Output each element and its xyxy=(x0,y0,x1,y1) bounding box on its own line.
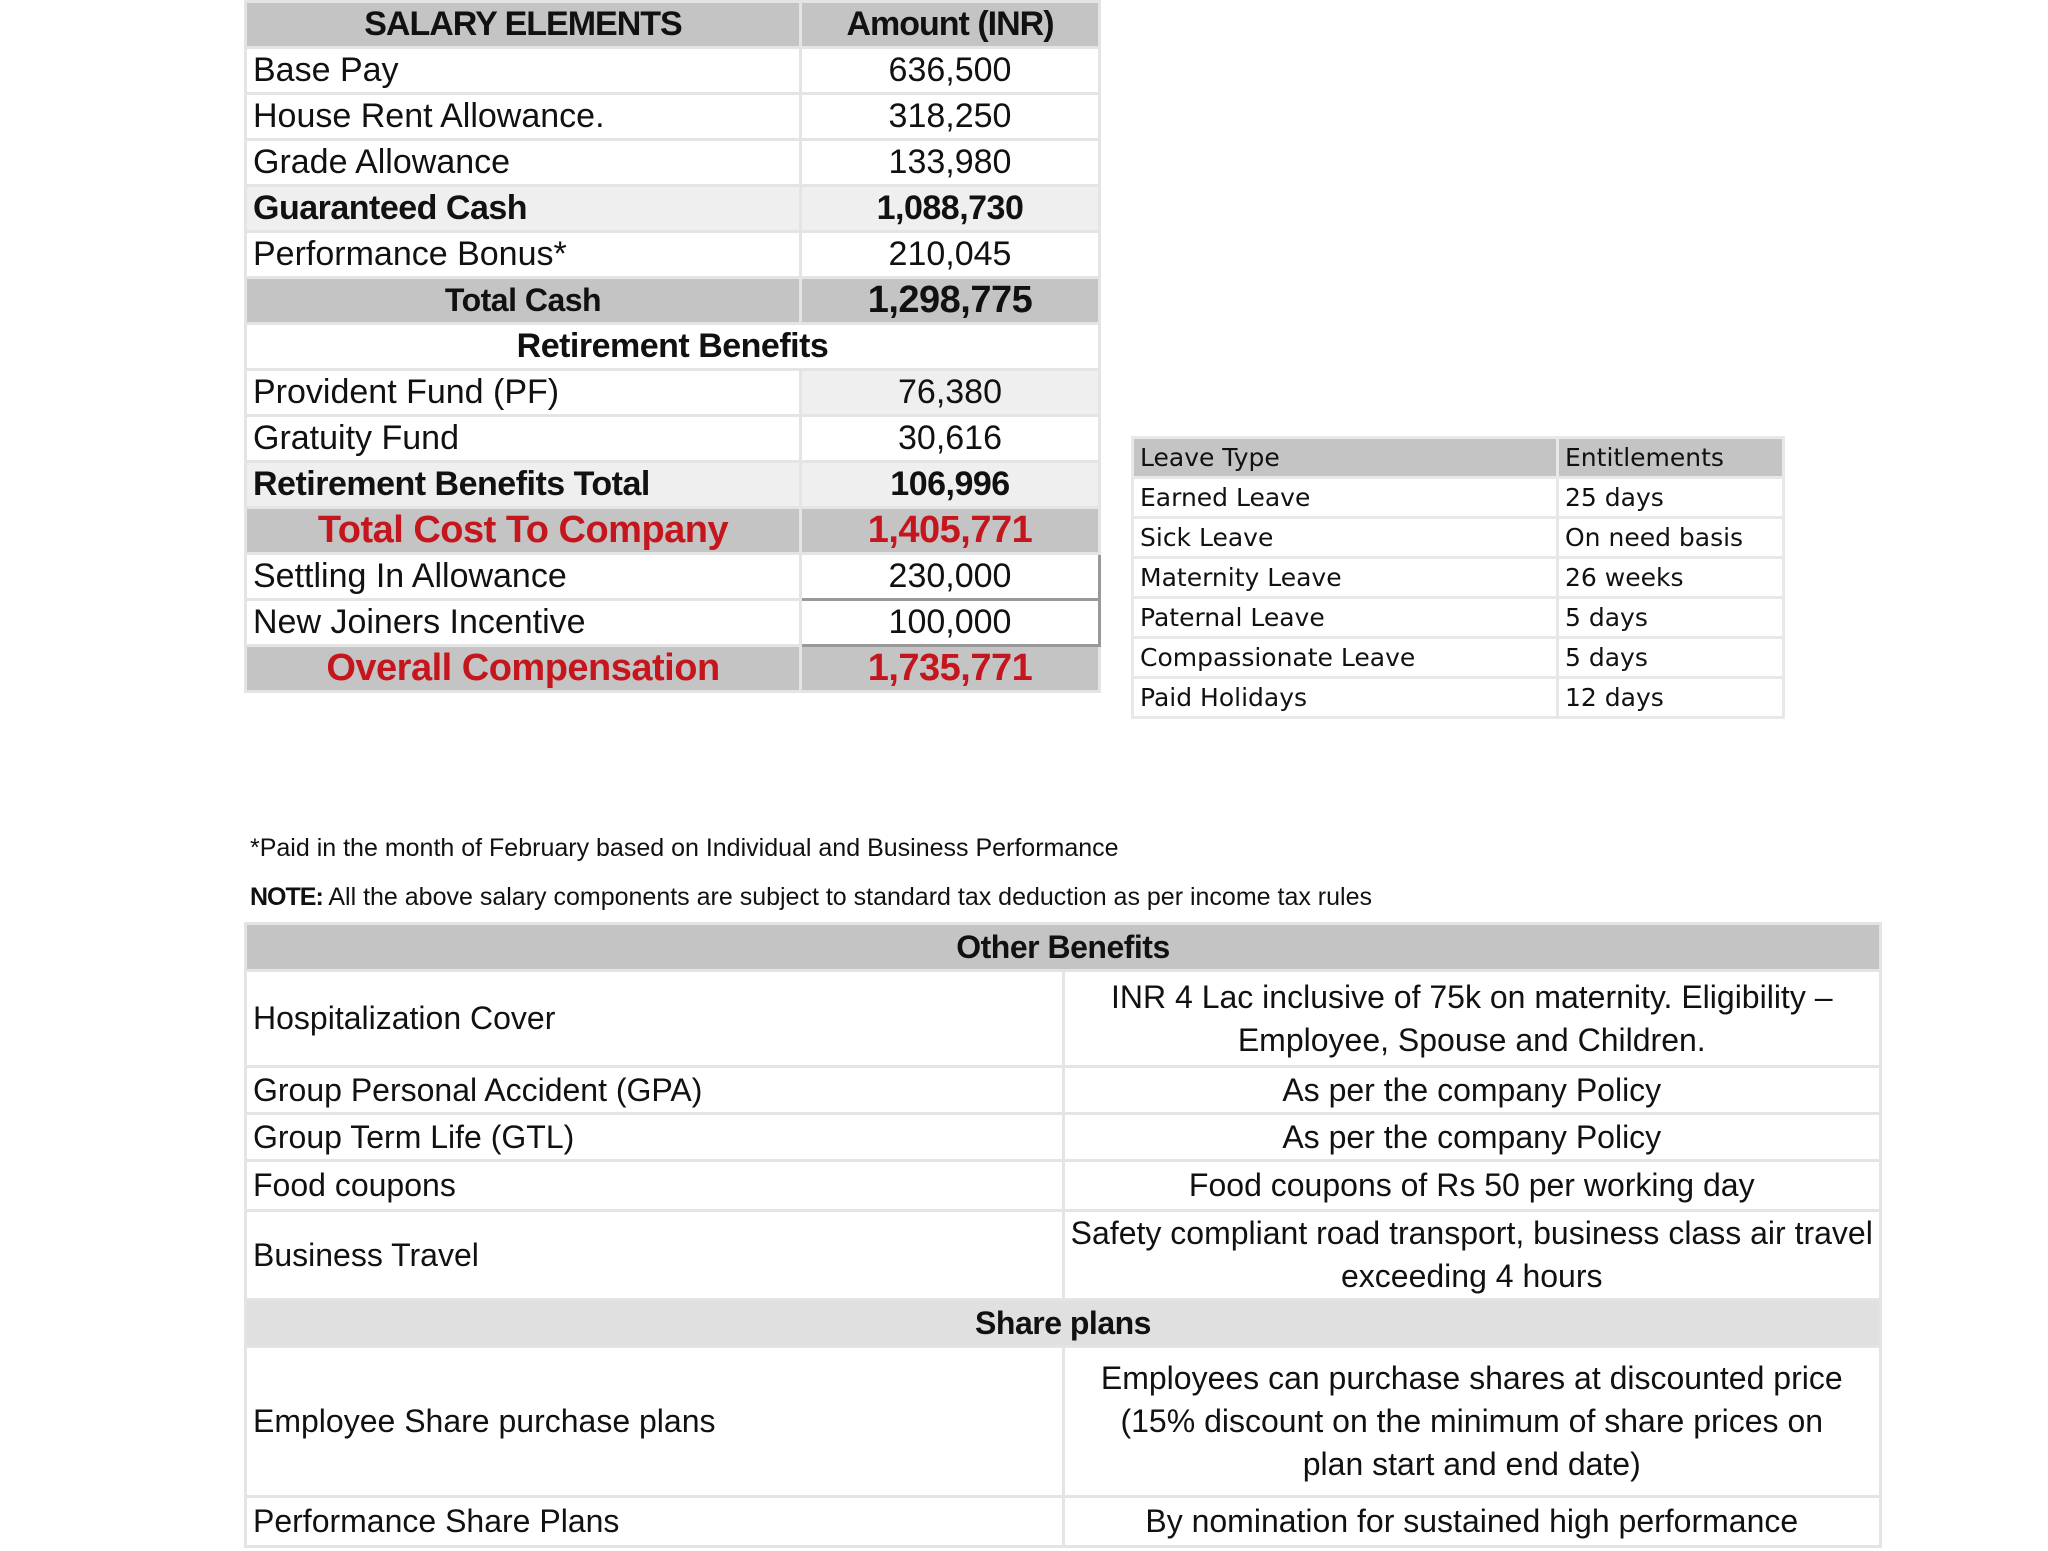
leave-type: Earned Leave xyxy=(1133,478,1558,518)
leave-type: Maternity Leave xyxy=(1133,558,1558,598)
leave-row xyxy=(1133,478,1784,518)
salary-label: Provident Fund (PF) xyxy=(246,370,801,416)
benefits-table xyxy=(244,922,1882,1548)
share-plan-line: plan start and end date) xyxy=(1302,1446,1641,1482)
leave-row xyxy=(1133,678,1784,718)
benefit-row xyxy=(246,1114,1881,1161)
salary-label: Gratuity Fund xyxy=(246,416,801,462)
leave-entitlement: 25 days xyxy=(1558,478,1784,518)
leave-entitlement: 12 days xyxy=(1558,678,1784,718)
salary-label: Total Cost To Company xyxy=(246,508,801,554)
amount-header: Amount (INR) xyxy=(801,2,1100,48)
share-plan-line: Employees can purchase shares at discounted price xyxy=(1100,1360,1843,1396)
salary-label: New Joiners Incentive xyxy=(246,600,801,646)
benefits-section-row xyxy=(246,1300,1881,1347)
salary-value: 106,996 xyxy=(801,462,1100,508)
leave-type: Paternal Leave xyxy=(1133,598,1558,638)
leave-row xyxy=(1133,558,1784,598)
leave-entitlement: 5 days xyxy=(1558,598,1784,638)
benefit-label: Performance Share Plans xyxy=(246,1497,1064,1547)
leave-header-row xyxy=(1133,438,1784,478)
salary-value: 230,000 xyxy=(801,554,1100,600)
salary-row xyxy=(246,416,1100,462)
benefit-label: Employee Share purchase plans xyxy=(246,1347,1064,1497)
salary-value: 1,405,771 xyxy=(801,508,1100,554)
salary-elements-header: SALARY ELEMENTS xyxy=(246,2,801,48)
salary-row xyxy=(246,554,1100,600)
salary-row xyxy=(246,600,1100,646)
salary-row xyxy=(246,508,1100,554)
salary-row xyxy=(246,94,1100,140)
benefit-label: Group Personal Accident (GPA) xyxy=(246,1067,1064,1114)
salary-row xyxy=(246,370,1100,416)
tax-note xyxy=(250,883,1372,912)
salary-value: 1,088,730 xyxy=(801,186,1100,232)
salary-label: House Rent Allowance. xyxy=(246,94,801,140)
benefit-row xyxy=(246,971,1881,1067)
benefit-value: Safety compliant road transport, business class air travel exceeding 4 hours xyxy=(1063,1211,1881,1300)
salary-label: Retirement Benefits Total xyxy=(246,462,801,508)
benefit-row xyxy=(246,1067,1881,1114)
salary-value: 100,000 xyxy=(801,600,1100,646)
salary-label: Guaranteed Cash xyxy=(246,186,801,232)
benefit-value: As per the company Policy xyxy=(1063,1114,1881,1161)
salary-label: Settling In Allowance xyxy=(246,554,801,600)
benefit-value: By nomination for sustained high performance xyxy=(1063,1497,1881,1547)
salary-value: 1,735,771 xyxy=(801,646,1100,692)
retirement-benefits-heading: Retirement Benefits xyxy=(246,324,1100,370)
share-plans-heading: Share plans xyxy=(246,1300,1881,1347)
salary-section-row xyxy=(246,324,1100,370)
salary-value: 76,380 xyxy=(801,370,1100,416)
salary-label: Base Pay xyxy=(246,48,801,94)
benefit-value: As per the company Policy xyxy=(1063,1067,1881,1114)
salary-row xyxy=(246,232,1100,278)
benefit-value: Food coupons of Rs 50 per working day xyxy=(1063,1161,1881,1211)
salary-header-row xyxy=(246,2,1100,48)
other-benefits-heading: Other Benefits xyxy=(246,924,1881,971)
benefit-label: Business Travel xyxy=(246,1211,1064,1300)
salary-label: Overall Compensation xyxy=(246,646,801,692)
leave-type-header: Leave Type xyxy=(1133,438,1558,478)
leave-type: Sick Leave xyxy=(1133,518,1558,558)
leave-type: Compassionate Leave xyxy=(1133,638,1558,678)
salary-value: 636,500 xyxy=(801,48,1100,94)
salary-label: Performance Bonus* xyxy=(246,232,801,278)
salary-row xyxy=(246,140,1100,186)
bonus-footnote: *Paid in the month of February based on Individual and Business Performance xyxy=(250,834,1119,862)
note-label: NOTE: xyxy=(250,883,323,911)
salary-value: 210,045 xyxy=(801,232,1100,278)
salary-label: Total Cash xyxy=(246,278,801,324)
leave-type: Paid Holidays xyxy=(1133,678,1558,718)
benefit-row xyxy=(246,1347,1881,1497)
benefit-row xyxy=(246,1211,1881,1300)
benefit-value xyxy=(1063,1347,1881,1497)
salary-row xyxy=(246,48,1100,94)
benefits-section-row xyxy=(246,924,1881,971)
leave-entitlement: On need basis xyxy=(1558,518,1784,558)
leave-entitlement: 26 weeks xyxy=(1558,558,1784,598)
salary-label: Grade Allowance xyxy=(246,140,801,186)
benefit-row xyxy=(246,1161,1881,1211)
benefit-label: Hospitalization Cover xyxy=(246,971,1064,1067)
salary-row xyxy=(246,186,1100,232)
salary-row xyxy=(246,462,1100,508)
note-text: All the above salary components are subject to standard tax deduction as per income tax rules xyxy=(322,883,1372,911)
salary-table xyxy=(244,0,1101,693)
salary-value: 133,980 xyxy=(801,140,1100,186)
salary-row xyxy=(246,278,1100,324)
leave-row xyxy=(1133,598,1784,638)
salary-value: 318,250 xyxy=(801,94,1100,140)
leave-row xyxy=(1133,638,1784,678)
leave-entitlement: 5 days xyxy=(1558,638,1784,678)
share-plan-line: (15% discount on the minimum of share prices on xyxy=(1120,1403,1824,1439)
salary-row xyxy=(246,646,1100,692)
leave-table xyxy=(1131,436,1785,719)
salary-value: 1,298,775 xyxy=(801,278,1100,324)
benefit-row xyxy=(246,1497,1881,1547)
leave-row xyxy=(1133,518,1784,558)
benefit-label: Food coupons xyxy=(246,1161,1064,1211)
salary-value: 30,616 xyxy=(801,416,1100,462)
benefit-label: Group Term Life (GTL) xyxy=(246,1114,1064,1161)
entitlements-header: Entitlements xyxy=(1558,438,1784,478)
benefit-value: INR 4 Lac inclusive of 75k on maternity. Eligibility – Employee, Spouse and Children. xyxy=(1063,971,1881,1067)
